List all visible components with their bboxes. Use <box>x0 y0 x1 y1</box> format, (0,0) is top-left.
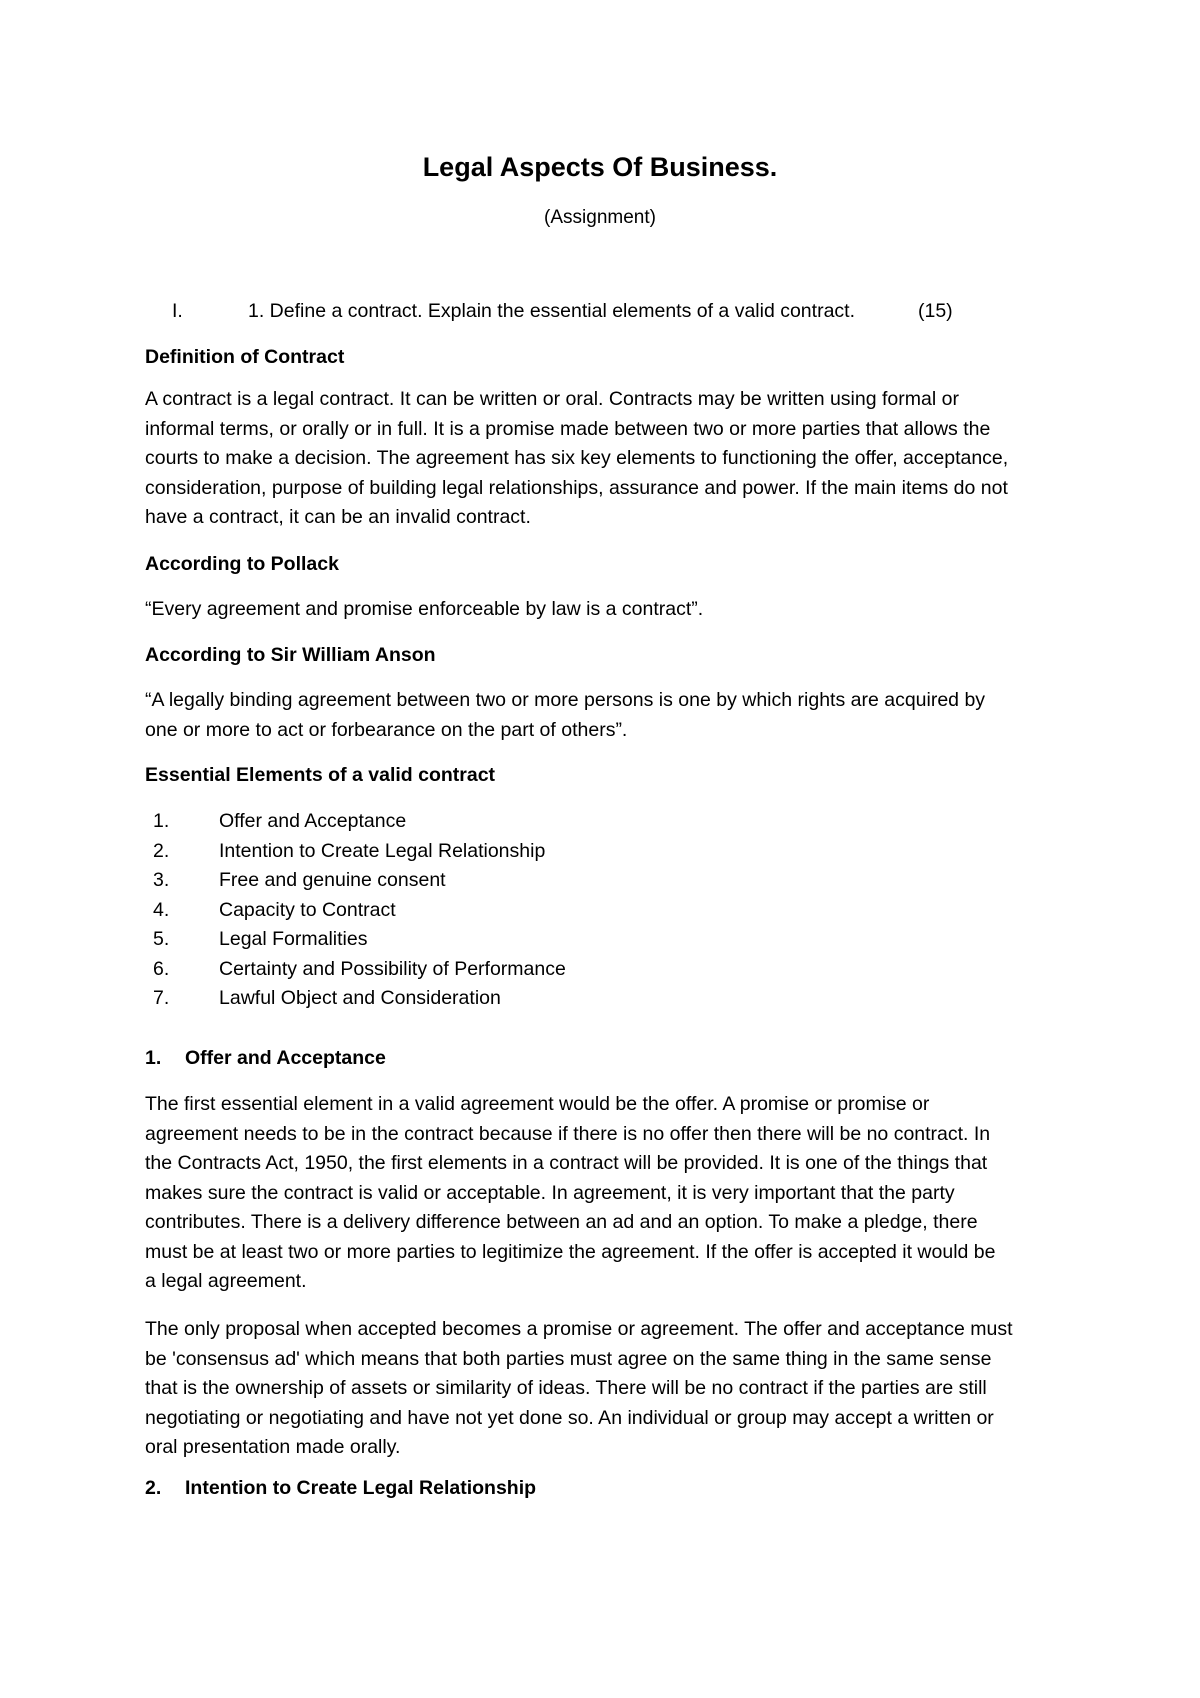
list-item-number: 5. <box>153 928 170 950</box>
document-subtitle: (Assignment) <box>544 207 656 228</box>
paragraph-line: must be at least two or more parties to legitimize the agreement. If the offer is accepted it would be <box>145 1240 996 1263</box>
anson-quote <box>145 686 1065 745</box>
paragraph-line: the Contracts Act, 1950, the first elements in a contract will be provided. It is one of the things that <box>145 1152 988 1174</box>
elements-heading: Essential Elements of a valid contract <box>145 764 496 786</box>
section-1-paragraph-2 <box>145 1315 1065 1463</box>
list-item-number: 4. <box>153 898 170 921</box>
list-item <box>145 896 566 926</box>
paragraph-line: The only proposal when accepted becomes a promise or agreement. The offer and acceptance must <box>145 1318 1013 1340</box>
list-item <box>145 837 566 867</box>
question-roman-numeral: I. <box>172 300 183 322</box>
section-number: 1. <box>145 1047 162 1069</box>
section-number: 2. <box>145 1477 162 1499</box>
anson-heading: According to Sir William Anson <box>145 644 436 666</box>
paragraph-line: “A legally binding agreement between two or more persons is one by which rights are acquired by <box>145 689 986 711</box>
paragraph-line: be 'consensus ad' which means that both parties must agree on the same thing in the same sense <box>145 1347 992 1370</box>
list-item-label: Offer and Acceptance <box>219 810 407 832</box>
definition-heading: Definition of Contract <box>145 346 345 368</box>
section-title: Offer and Acceptance <box>185 1047 386 1069</box>
definition-paragraph <box>145 385 1065 533</box>
paragraph-line: consideration, purpose of building legal relationships, assurance and power. If the main items do not <box>145 476 1008 499</box>
pollack-heading: According to Pollack <box>145 553 339 575</box>
paragraph-line: negotiating or negotiating and have not yet done so. An individual or group may accept a written or <box>145 1406 994 1429</box>
list-item-label: Intention to Create Legal Relationship <box>219 839 546 862</box>
paragraph-line: A contract is a legal contract. It can be written or oral. Contracts may be written using formal or <box>145 388 959 410</box>
list-item <box>145 925 566 955</box>
paragraph-line: The first essential element in a valid agreement would be the offer. A promise or promise or <box>145 1093 930 1115</box>
list-item <box>145 955 566 985</box>
list-item-label: Free and genuine consent <box>219 869 446 891</box>
paragraph-line: courts to make a decision. The agreement has six key elements to functioning the offer, acceptance, <box>145 447 1009 469</box>
list-item-number: 7. <box>153 987 170 1009</box>
paragraph-line: agreement needs to be in the contract because if there is no offer then there will be no contract. In <box>145 1122 991 1145</box>
paragraph-line: have a contract, it can be an invalid contract. <box>145 506 531 528</box>
paragraph-line: informal terms, or orally or in full. It is a promise made between two or more parties that allows the <box>145 417 991 440</box>
list-item-number: 3. <box>153 869 170 891</box>
section-1-paragraph-1 <box>145 1090 1065 1297</box>
document-title: Legal Aspects Of Business. <box>422 152 778 182</box>
list-item-label: Capacity to Contract <box>219 898 396 921</box>
elements-list <box>145 807 566 1014</box>
paragraph-line: that is the ownership of assets or similarity of ideas. There will be no contract if the parties are still <box>145 1377 987 1399</box>
section-1-heading <box>145 1047 386 1070</box>
question-marks: (15) <box>918 300 953 322</box>
list-item-number: 1. <box>153 810 170 832</box>
list-item <box>145 807 566 837</box>
paragraph-line: oral presentation made orally. <box>145 1436 401 1458</box>
question-text: 1. Define a contract. Explain the essential elements of a valid contract. <box>248 300 855 322</box>
section-title: Intention to Create Legal Relationship <box>185 1477 537 1499</box>
pollack-quote: “Every agreement and promise enforceable by law is a contract”. <box>145 598 704 620</box>
list-item <box>145 984 566 1014</box>
list-item-number: 6. <box>153 957 170 980</box>
list-item-label: Certainty and Possibility of Performance <box>219 957 566 980</box>
paragraph-line: makes sure the contract is valid or acceptable. In agreement, it is very important that the party <box>145 1181 955 1204</box>
paragraph-line: contributes. There is a delivery difference between an ad and an option. To make a pledge, there <box>145 1211 978 1233</box>
list-item-number: 2. <box>153 839 170 862</box>
list-item-label: Lawful Object and Consideration <box>219 987 501 1009</box>
list-item <box>145 866 566 896</box>
section-2-heading <box>145 1477 536 1500</box>
paragraph-line: a legal agreement. <box>145 1270 307 1292</box>
paragraph-line: one or more to act or forbearance on the part of others”. <box>145 718 628 741</box>
list-item-label: Legal Formalities <box>219 928 368 950</box>
